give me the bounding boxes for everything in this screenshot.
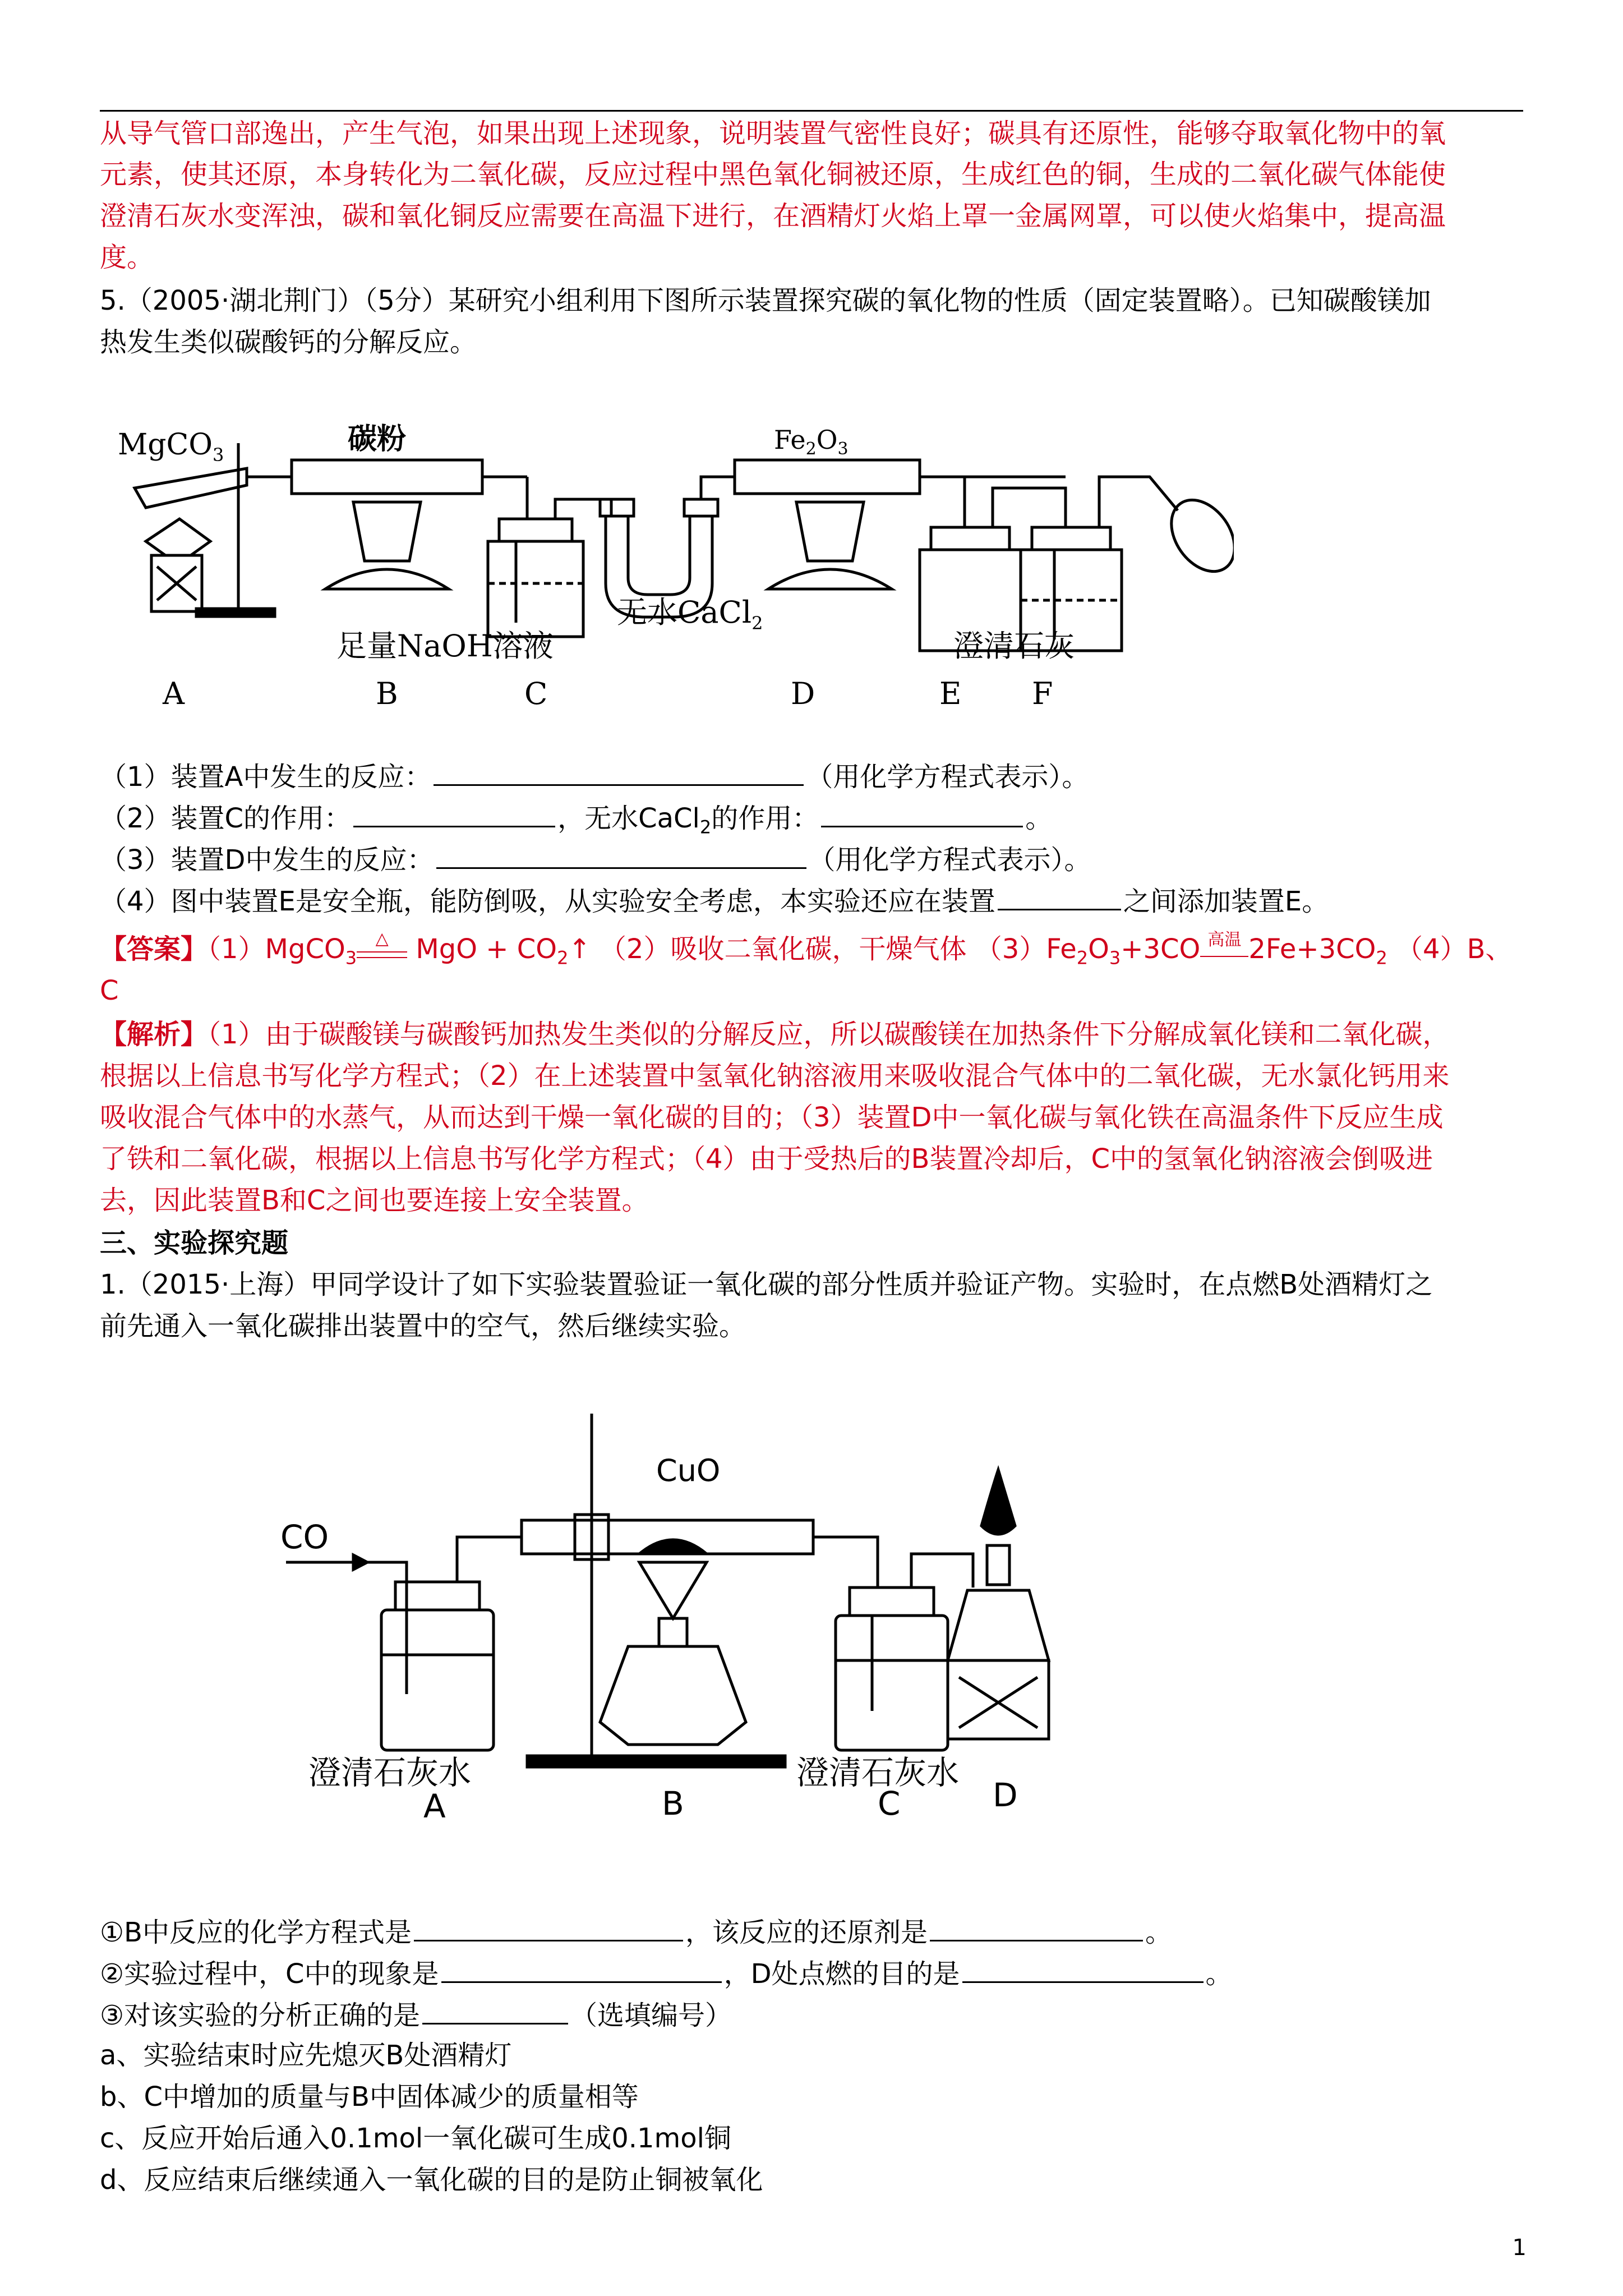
answer-blank-3[interactable]	[821, 799, 1023, 827]
q5-analysis-line-1: 【解析】（1）由于碳酸镁与碳酸钙加热发生类似的分解反应，所以碳酸镁在加热条件下分解成氧化镁和二氧化碳，	[100, 1019, 1450, 1050]
answer-blank-2[interactable]	[353, 799, 555, 827]
q5-sub1: （1）装置A中发生的反应： （用化学方程式表示）。	[100, 757, 1536, 795]
letter-b: B	[376, 676, 398, 711]
q5-stem-line-2: 热发生类似碳酸钙的分解反应。	[100, 326, 477, 358]
top-paragraph-line-4: 度。	[100, 242, 154, 273]
answer-blank-5[interactable]	[998, 882, 1121, 910]
option-b: b、C中增加的质量与B中固体减少的质量相等	[100, 2081, 639, 2113]
q5-analysis-line-2: 根据以上信息书写化学方程式；（2）在上述装置中氢氧化钠溶液用来吸收混合气体中的二氧化碳，无水氯化钙用来	[100, 1060, 1450, 1092]
q5-stem-line-1: 5.（2005·湖北荆门）（5分）某研究小组利用下图所示装置探究碳的氧化物的性质（固定装置略）。已知碳酸镁加	[100, 285, 1431, 316]
letter-e: E	[939, 676, 962, 711]
q5-answer-cont: C	[100, 975, 119, 1006]
answer-blank-1[interactable]	[434, 757, 804, 786]
q5-sub2: （2）装置C的作用： ，无水CaCl$_2$的作用： 。	[100, 799, 1536, 845]
answer-blank-9[interactable]	[962, 1954, 1204, 1983]
header-rule	[100, 110, 1523, 112]
s3-stem-line-1: 1.（2015·上海）甲同学设计了如下实验装置验证一氧化碳的部分性质并验证产物。实验时，在点燃B处酒精灯之	[100, 1269, 1433, 1300]
s3-q2: ②实验过程中，C中的现象是 ，D处点燃的目的是 。	[100, 1954, 1536, 1992]
label-limewater-a: 澄清石灰水	[308, 1754, 472, 1792]
q5-analysis-line-5: 去，因此装置B和C之间也要连接上安全装置。	[100, 1185, 649, 1216]
s3-q3: ③对该实验的分析正确的是 （选填编号）	[100, 1996, 1536, 2033]
letter-a: A	[163, 676, 185, 711]
letter-c: C	[878, 1784, 901, 1823]
q5-apparatus-figure	[112, 404, 1234, 718]
letter-f: F	[1032, 676, 1053, 711]
answer-blank-4[interactable]	[436, 840, 806, 869]
s3-stem-line-2: 前先通入一氧化碳排出装置中的空气，然后继续实验。	[100, 1310, 746, 1342]
top-paragraph-line-3: 澄清石灰水变浑浊，碳和氧化铜反应需要在高温下进行，在酒精灯火焰上罩一金属网罩，可以使火焰集中，提高温	[100, 200, 1446, 232]
label-fe2o3: $Fe_2O_3$	[774, 425, 849, 459]
label-limewater-c: 澄清石灰水	[796, 1754, 960, 1792]
option-d: d、反应结束后继续通入一氧化碳的目的是防止铜被氧化	[100, 2164, 763, 2196]
label-co: CO	[280, 1518, 329, 1556]
top-paragraph-line-2: 元素，使其还原，本身转化为二氧化碳，反应过程中黑色氧化铜被还原，生成红色的铜，生成的二氧化碳气体能使	[100, 159, 1446, 190]
label-mgco3: MgCO$_3$	[118, 428, 224, 466]
option-a: a、实验结束时应先熄灭B处酒精灯	[100, 2040, 512, 2071]
letter-b: B	[662, 1784, 684, 1823]
answer-blank-7[interactable]	[930, 1913, 1143, 1941]
letter-c: C	[524, 676, 548, 711]
s3-q1: ①B中反应的化学方程式是 ，该反应的还原剂是 。	[100, 1913, 1536, 1950]
q5-analysis-line-4: 了铁和二氧化碳，根据以上信息书写化学方程式；（4）由于受热后的B装置冷却后，C中的氢氧化钠溶液会倒吸进	[100, 1143, 1433, 1175]
label-limewater: 澄清石灰	[953, 628, 1075, 664]
s3-apparatus-figure	[269, 1397, 1110, 1823]
q5-analysis-line-3: 吸收混合气体中的水蒸气，从而达到干燥一氧化碳的目的；（3）装置D中一氧化碳与氧化铁在高温条件下反应生成	[100, 1102, 1444, 1133]
letter-d: D	[791, 676, 815, 711]
page-number: 1	[1512, 2235, 1527, 2261]
label-cacl2: 无水CaCl$_2$	[617, 595, 763, 634]
section3-heading: 三、实验探究题	[100, 1227, 289, 1259]
top-paragraph-line-1: 从导气管口部逸出，产生气泡，如果出现上述现象，说明装置气密性良好；碳具有还原性，能够夺取氧化物中的氧	[100, 118, 1446, 149]
option-c: c、反应开始后通入0.1mol一氧化碳可生成0.1mol铜	[100, 2123, 731, 2154]
letter-a: A	[423, 1787, 446, 1823]
answer-blank-10[interactable]	[422, 1996, 568, 2024]
q5-answer: 【答案】（1）MgCO$_3$ △ MgO + $CO_2↑$ （2）吸收二氧化碳，干燥气体 $(3)Fe_2O_3+3CO$ 高温 $2Fe+3CO_2$ （4）B、	[100, 929, 1513, 969]
answer-blank-6[interactable]	[414, 1913, 683, 1941]
label-naoh: 足量NaOH溶液	[336, 628, 554, 664]
label-carbon-powder: 碳粉	[348, 422, 407, 456]
q5-sub4: （4）图中装置E是安全瓶，能防倒吸，从实验安全考虑，本实验还应在装置 之间添加装置E。	[100, 882, 1536, 919]
answer-blank-8[interactable]	[441, 1954, 722, 1983]
label-cuo: CuO	[656, 1453, 721, 1488]
letter-d: D	[993, 1776, 1018, 1814]
q5-sub3: （3）装置D中发生的反应： （用化学方程式表示）。	[100, 840, 1536, 878]
